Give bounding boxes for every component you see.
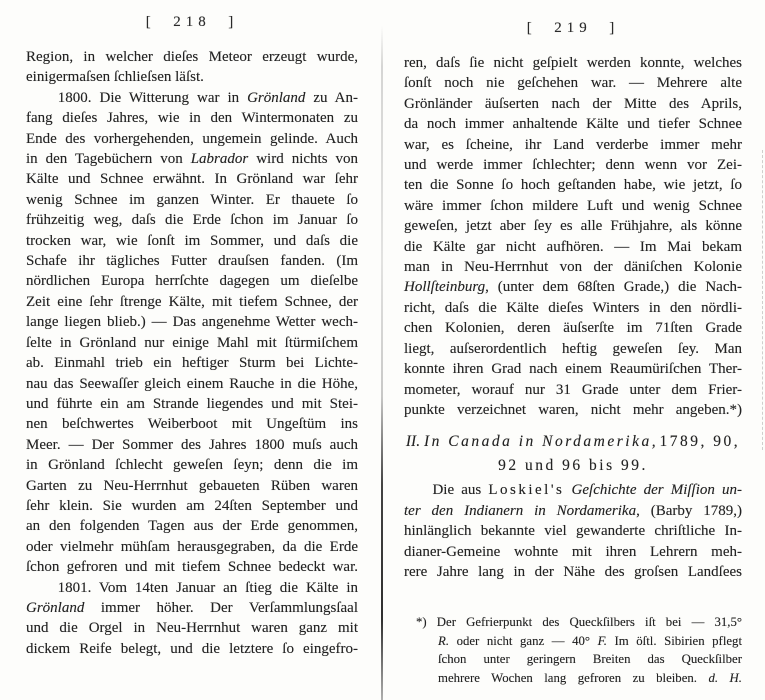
text-line: dickem Reife belegt, und die letztere ſo eingefro- [26, 640, 358, 657]
text-line: ab. Einmahl trieb ein heftiger Sturm bei Lichte- [26, 355, 358, 372]
text-line: in den Tagebüchern von Labrador wird nichts von [26, 151, 359, 168]
text-line: die Kälte gar nicht aufhören. — Im Mai bekam [404, 238, 742, 255]
text-line: rere Jahre lang in der Nähe des groſsen Landſees [404, 563, 742, 580]
text-line: trocken war, wie ſonſt im Sommer, und daſs die [26, 232, 358, 249]
scan-edge-artifact [762, 150, 763, 450]
text-line: einigermaſsen ſchlieſsen läſst. [26, 69, 204, 86]
text-line: Region, in welcher dieſes Meteor erzeugt wurde, [26, 49, 358, 65]
text-line: an den folgenden Tagen aus der Erde genommen, [26, 518, 358, 535]
text-line: R. oder nicht ganz — 40° F. Im öſtl. Sibirien pflegt [438, 633, 743, 648]
text-line: war, es ſcheine, ihr Land verderbe immer mehr [404, 136, 742, 153]
text-line: wenig Schnee im ganzen Winter. Er thauete ſo [26, 191, 358, 208]
text-line: frühzeitig weg, daſs die Erde ſchon im Januar ſo [26, 212, 358, 229]
text-line: nau das Seewaſſer gleich einem Rauche in die Höhe, [26, 375, 358, 392]
text-line: Grönland immer höher. Der Verſammlungsſaal [26, 599, 358, 616]
text-line: lange liegen blieb.) — Das angenehme Wetter wech- [26, 314, 358, 331]
text-line: punkte verzeichnet waren, nicht mehr angeben.*) [404, 401, 742, 418]
text-line: Kälte und Schnee erwähnt. In Grönland war ſehr [26, 171, 358, 188]
page-number-left: [ 218 ] [145, 14, 239, 30]
text-line: man in Neu-Herrnhut von der däniſchen Kolonie [404, 259, 742, 276]
text-line: Ende des vorhergehenden, ungemein gelinde. Auch [26, 130, 358, 147]
text-line: 92 und 96 bis 99. [498, 457, 648, 475]
page-number-right: [ 219 ] [526, 20, 620, 36]
text-line: Schafe ihr tägliches Futter drauſsen fanden. (Im [26, 253, 358, 270]
text-line: mehrere Wochen lang gefroren zu bleiben. d. H. [438, 670, 742, 685]
text-line: hinlänglich bekannte viel gewanderte chriſtliche In- [404, 523, 742, 540]
text-line: 1800. Die Witterung war in Grönland zu An- [26, 89, 358, 106]
right-column-text [404, 53, 742, 420]
text-line: in Grönland ſchlecht geweſen ſeyn; denn die im [26, 457, 358, 474]
text-line: und die Orgel in Neu-Herrnhut waren ganz mit [26, 620, 358, 637]
text-line: 1801. Vom 14ten Januar an ſtieg die Kälte in [26, 579, 358, 596]
text-line: fang dieſes Jahres, wie in den Wintermonaten zu [26, 110, 358, 127]
text-line: ten die Sonne ſo hoch geſtanden habe, wie jetzt, ſo [404, 177, 742, 194]
text-line: wäre immer ſchon mildere Luft und wenig Schnee [404, 197, 742, 214]
text-line: ſonſt noch nie geſchehen war. — Mehrere alte [404, 75, 742, 92]
text-line: liegt, auſserordentlich heftig geweſen ſey. Man [404, 340, 742, 357]
text-line: dianer-Gemeine wohnte mit ihren Lehrern meh- [404, 543, 742, 560]
text-line: *) Der Gefrierpunkt des Queckſilbers iſt bei — 31,5° [416, 615, 742, 630]
text-line: II. In Canada in Nordamerika, 1789, 90, [405, 433, 741, 451]
page-218 [26, 0, 358, 659]
text-line: mometer, worauf nur 31 Grade unter dem Frier- [404, 381, 742, 398]
text-line: konnte ihren Grad nach einem Reaumüriſchen Ther- [404, 361, 742, 378]
page-219 [404, 0, 742, 687]
text-line: chen Kolonien, deren äuſserſte im 71ſten Grade [404, 320, 742, 337]
section-heading-canada [404, 430, 742, 478]
text-line: ſchon unter geringern Breiten das Queckſilber [438, 652, 742, 667]
text-line: und werde immer ſchlechter; denn wenn vor Zei- [404, 157, 742, 174]
text-line: ſchon gefroren und mit tiefem Schnee bedeckt war. [26, 559, 358, 576]
text-line: Grönländer äuſserten nach der Mitte des Aprils, [404, 95, 742, 112]
text-line: ſelte in Grönland nur einige Mahl mit ſtürmiſchem [26, 334, 358, 351]
text-line: richt, daſs die Kälte dieſes Winters in den nördli- [404, 299, 742, 316]
footnote-freezing-point [404, 613, 742, 687]
text-line: nördlichen Europa herrſchte dagegen um dieſelbe [26, 273, 358, 290]
text-line: Zeit eine ſehr ſtrenge Kälte, mit tiefem Schnee, der [26, 293, 358, 310]
text-line: oder vielmehr mühſam herausgegraben, da die Erde [26, 538, 358, 555]
text-line: Meer. — Der Sommer des Jahres 1800 muſs auch [26, 436, 358, 453]
text-line: geweſen, jetzt aber ſey es alle Frühjahre, als könne [404, 218, 742, 235]
text-line: ſehr klein. Sie wurden am 24ſten September und [26, 497, 358, 514]
text-line: da noch immer anhaltende Kälte und tiefer Schnee [404, 116, 742, 133]
text-line: nen beſchwertes Weiberboot mit Ungeſtüm ins [26, 416, 358, 433]
left-column-text [26, 47, 358, 659]
text-line: ter den Indianern in Nordamerika, (Barby 1789,) [404, 502, 742, 519]
text-line: Die aus Loskiel's Geſchichte der Miſſion un- [404, 482, 743, 499]
page-gutter-divider [381, 26, 383, 700]
text-line: Garten zu Neu-Herrnhut gebaueten Rüben waren [26, 477, 358, 494]
text-line: ren, daſs ſie nicht geſpielt werden konnte, welches [404, 55, 742, 71]
text-line: und führte ein am Strande liegendes und mit Stei- [26, 395, 358, 412]
text-line: Hollſteinburg, (unter dem 68ſten Grade,) die Nach- [404, 279, 742, 296]
section-paragraph [404, 480, 742, 582]
